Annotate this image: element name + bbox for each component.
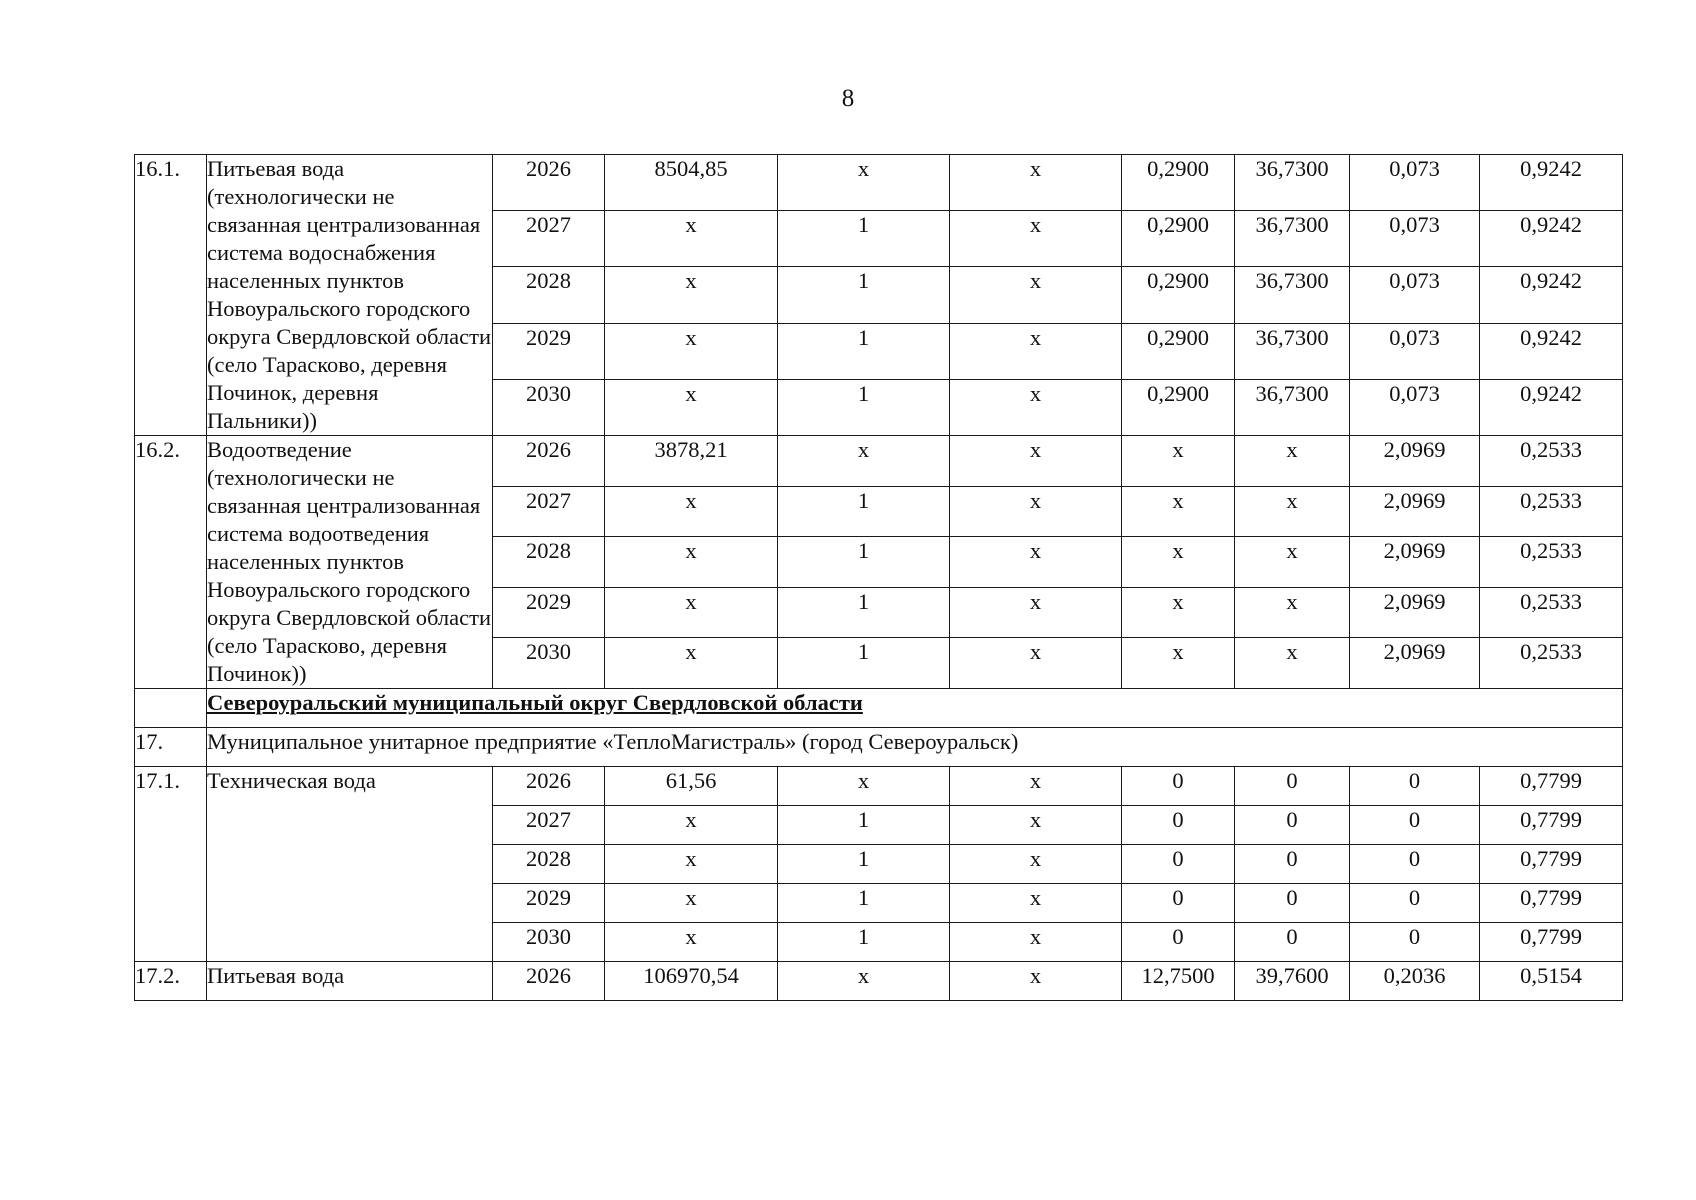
value-cell: 1 bbox=[778, 806, 950, 845]
year-cell: 2030 bbox=[493, 923, 605, 962]
year-cell: 2026 bbox=[493, 767, 605, 806]
value-cell: x bbox=[950, 806, 1122, 845]
value-cell: 2,0969 bbox=[1350, 486, 1480, 537]
year-cell: 2028 bbox=[493, 537, 605, 588]
value-cell: 0,2533 bbox=[1480, 436, 1623, 487]
item-name: Водоотведение (технологически не связанная централизованная система водоотведения населенных пунктов Новоуральского городского округа Свердловской области (село Тарасково, деревня Починок)) bbox=[207, 436, 493, 689]
empty-number-cell bbox=[135, 689, 207, 728]
value-cell: x bbox=[1122, 436, 1235, 487]
value-cell: 0,2533 bbox=[1480, 537, 1623, 588]
value-cell: x bbox=[950, 211, 1122, 267]
value-cell: 1 bbox=[778, 211, 950, 267]
year-cell: 2026 bbox=[493, 155, 605, 211]
value-cell: 0,2533 bbox=[1480, 587, 1623, 638]
value-cell: x bbox=[605, 211, 778, 267]
value-cell: 0,9242 bbox=[1480, 211, 1623, 267]
value-cell: 0 bbox=[1122, 884, 1235, 923]
value-cell: 2,0969 bbox=[1350, 436, 1480, 487]
value-cell: 0,7799 bbox=[1480, 884, 1623, 923]
year-cell: 2028 bbox=[493, 845, 605, 884]
value-cell: x bbox=[950, 486, 1122, 537]
value-cell: x bbox=[950, 884, 1122, 923]
table-body bbox=[135, 155, 1623, 1001]
value-cell: 1 bbox=[778, 323, 950, 379]
value-cell: x bbox=[1122, 537, 1235, 588]
value-cell: 0,7799 bbox=[1480, 923, 1623, 962]
tariff-table bbox=[134, 154, 1623, 1001]
item-number: 16.2. bbox=[135, 436, 207, 689]
table-row bbox=[135, 155, 1623, 211]
value-cell: 0,073 bbox=[1350, 323, 1480, 379]
year-cell: 2030 bbox=[493, 638, 605, 689]
value-cell: 0,7799 bbox=[1480, 806, 1623, 845]
year-cell: 2027 bbox=[493, 211, 605, 267]
value-cell: 0 bbox=[1235, 845, 1350, 884]
table-row bbox=[135, 962, 1623, 1001]
value-cell: 2,0969 bbox=[1350, 638, 1480, 689]
value-cell: 39,7600 bbox=[1235, 962, 1350, 1001]
item-number: 17.1. bbox=[135, 767, 207, 962]
value-cell: 0 bbox=[1350, 767, 1480, 806]
value-cell: x bbox=[950, 323, 1122, 379]
value-cell: 1 bbox=[778, 486, 950, 537]
value-cell: x bbox=[1235, 638, 1350, 689]
value-cell: 36,7300 bbox=[1235, 379, 1350, 435]
value-cell: x bbox=[950, 923, 1122, 962]
value-cell: x bbox=[950, 767, 1122, 806]
value-cell: x bbox=[1122, 587, 1235, 638]
value-cell: 36,7300 bbox=[1235, 267, 1350, 323]
value-cell: 0,9242 bbox=[1480, 379, 1623, 435]
item-number: 16.1. bbox=[135, 155, 207, 436]
value-cell: 0,2533 bbox=[1480, 638, 1623, 689]
value-cell: x bbox=[950, 436, 1122, 487]
value-cell: 0,2900 bbox=[1122, 211, 1235, 267]
value-cell: x bbox=[1122, 486, 1235, 537]
value-cell: 0 bbox=[1235, 884, 1350, 923]
table-row bbox=[135, 767, 1623, 806]
value-cell: 0 bbox=[1350, 806, 1480, 845]
value-cell: x bbox=[605, 379, 778, 435]
year-cell: 2026 bbox=[493, 436, 605, 487]
year-cell: 2027 bbox=[493, 806, 605, 845]
value-cell: 0,9242 bbox=[1480, 267, 1623, 323]
value-cell: x bbox=[1235, 486, 1350, 537]
value-cell: x bbox=[778, 155, 950, 211]
value-cell: x bbox=[950, 587, 1122, 638]
item-name: Питьевая вода bbox=[207, 962, 493, 1001]
value-cell: x bbox=[1235, 537, 1350, 588]
value-cell: x bbox=[605, 267, 778, 323]
value-cell: 0,9242 bbox=[1480, 155, 1623, 211]
value-cell: 0 bbox=[1122, 923, 1235, 962]
value-cell: 0,073 bbox=[1350, 379, 1480, 435]
value-cell: 1 bbox=[778, 638, 950, 689]
value-cell: 0 bbox=[1235, 767, 1350, 806]
year-cell: 2027 bbox=[493, 486, 605, 537]
value-cell: 0 bbox=[1122, 806, 1235, 845]
value-cell: 0,7799 bbox=[1480, 767, 1623, 806]
org-number: 17. bbox=[135, 728, 207, 767]
value-cell: x bbox=[605, 923, 778, 962]
value-cell: 61,56 bbox=[605, 767, 778, 806]
org-row bbox=[135, 728, 1623, 767]
value-cell: x bbox=[605, 587, 778, 638]
value-cell: x bbox=[950, 379, 1122, 435]
value-cell: 1 bbox=[778, 267, 950, 323]
item-name: Питьевая вода (технологически не связанная централизованная система водоснабжения населенных пунктов Новоуральского городского округа Свердловской области (село Тарасково, деревня Починок, деревня Пальники)) bbox=[207, 155, 493, 436]
value-cell: 0 bbox=[1350, 884, 1480, 923]
value-cell: x bbox=[605, 323, 778, 379]
value-cell: x bbox=[950, 638, 1122, 689]
value-cell: 0,2036 bbox=[1350, 962, 1480, 1001]
value-cell: 0 bbox=[1235, 806, 1350, 845]
district-row bbox=[135, 689, 1623, 728]
value-cell: x bbox=[950, 962, 1122, 1001]
value-cell: 0,2533 bbox=[1480, 486, 1623, 537]
value-cell: x bbox=[950, 267, 1122, 323]
value-cell: x bbox=[605, 486, 778, 537]
value-cell: 0,7799 bbox=[1480, 845, 1623, 884]
item-number: 17.2. bbox=[135, 962, 207, 1001]
value-cell: x bbox=[778, 436, 950, 487]
value-cell: 106970,54 bbox=[605, 962, 778, 1001]
value-cell: 0,073 bbox=[1350, 211, 1480, 267]
value-cell: x bbox=[778, 962, 950, 1001]
org-name: Муниципальное унитарное предприятие «ТеплоМагистраль» (город Североуральск) bbox=[207, 728, 1623, 767]
value-cell: 2,0969 bbox=[1350, 537, 1480, 588]
year-cell: 2028 bbox=[493, 267, 605, 323]
year-cell: 2030 bbox=[493, 379, 605, 435]
value-cell: 0 bbox=[1122, 767, 1235, 806]
value-cell: 0,5154 bbox=[1480, 962, 1623, 1001]
value-cell: x bbox=[605, 845, 778, 884]
value-cell: x bbox=[778, 767, 950, 806]
value-cell: x bbox=[605, 806, 778, 845]
value-cell: 36,7300 bbox=[1235, 323, 1350, 379]
value-cell: x bbox=[1235, 587, 1350, 638]
value-cell: x bbox=[950, 155, 1122, 211]
value-cell: 0 bbox=[1122, 845, 1235, 884]
district-title: Североуральский муниципальный округ Свердловской области bbox=[207, 689, 1623, 728]
year-cell: 2026 bbox=[493, 962, 605, 1001]
value-cell: 0,073 bbox=[1350, 155, 1480, 211]
value-cell: 12,7500 bbox=[1122, 962, 1235, 1001]
value-cell: x bbox=[605, 884, 778, 923]
value-cell: x bbox=[605, 638, 778, 689]
value-cell: x bbox=[950, 537, 1122, 588]
value-cell: 0 bbox=[1350, 923, 1480, 962]
value-cell: x bbox=[1122, 638, 1235, 689]
value-cell: 0,2900 bbox=[1122, 267, 1235, 323]
value-cell: 36,7300 bbox=[1235, 211, 1350, 267]
value-cell: 36,7300 bbox=[1235, 155, 1350, 211]
value-cell: x bbox=[950, 845, 1122, 884]
item-name: Техническая вода bbox=[207, 767, 493, 962]
value-cell: 8504,85 bbox=[605, 155, 778, 211]
page-number: 8 bbox=[841, 85, 855, 112]
value-cell: x bbox=[1235, 436, 1350, 487]
value-cell: 1 bbox=[778, 537, 950, 588]
value-cell: 0,2900 bbox=[1122, 379, 1235, 435]
value-cell: 0 bbox=[1235, 923, 1350, 962]
value-cell: 1 bbox=[778, 587, 950, 638]
value-cell: 0 bbox=[1350, 845, 1480, 884]
value-cell: 0,073 bbox=[1350, 267, 1480, 323]
year-cell: 2029 bbox=[493, 587, 605, 638]
value-cell: 3878,21 bbox=[605, 436, 778, 487]
value-cell: 1 bbox=[778, 923, 950, 962]
value-cell: 0,2900 bbox=[1122, 323, 1235, 379]
value-cell: 0,2900 bbox=[1122, 155, 1235, 211]
value-cell: 1 bbox=[778, 884, 950, 923]
value-cell: 0,9242 bbox=[1480, 323, 1623, 379]
year-cell: 2029 bbox=[493, 884, 605, 923]
value-cell: 1 bbox=[778, 845, 950, 884]
value-cell: x bbox=[605, 537, 778, 588]
year-cell: 2029 bbox=[493, 323, 605, 379]
table-row bbox=[135, 436, 1623, 487]
value-cell: 2,0969 bbox=[1350, 587, 1480, 638]
value-cell: 1 bbox=[778, 379, 950, 435]
